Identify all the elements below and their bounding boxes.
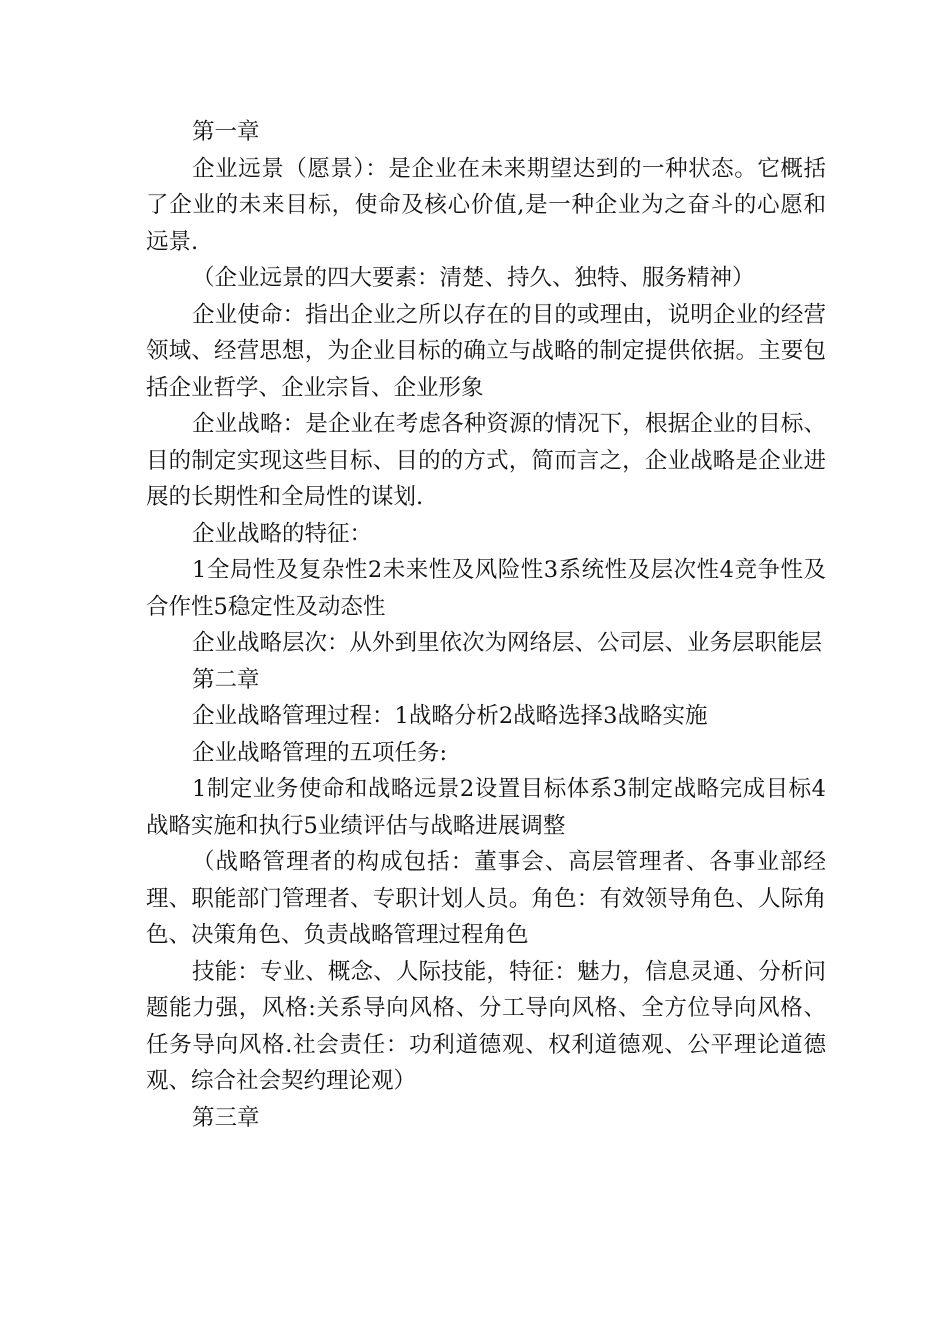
paragraph-tasks: 1制定业务使命和战略远景2设置目标体系3制定战略完成目标4战略实施和执行5业绩评估与战略进展调整 [146,776,826,839]
paragraph-levels: 企业战略层次：从外到里依次为网络层、公司层、业务层职能层 [192,630,823,656]
paragraph-mission: 企业使命：指出企业之所以存在的目的或理由，说明企业的经营领域、经营思想，为企业目标的确立与战略的制定提供依据。主要包括企业哲学、企业宗旨、企业形象 [146,301,826,401]
paragraph-process: 企业战略管理过程：1战略分析2战略选择3战略实施 [192,703,708,729]
paragraph-skills: 技能：专业、概念、人际技能，特征：魅力，信息灵通、分析问题能力强，风格:关系导向风格、分工导向风格、全方位导向风格、任务导向风格.社会责任：功利道德观、权利道德观、公平理论道德观、综合社会契约理论观） [146,958,826,1094]
paragraph-tasks-title: 企业战略管理的五项任务: [192,739,448,766]
paragraph-managers: （战略管理者的构成包括：董事会、高层管理者、各事业部经理、职能部门管理者、专职计划人员。角色：有效领导角色、人际角色、决策角色、负责战略管理过程角色 [146,849,826,948]
document-page [146,114,826,1136]
paragraph-vision-elements: （企业远景的四大要素：清楚、持久、独特、服务精神） [192,265,755,291]
chapter-2-heading: 第二章 [192,666,260,693]
chapter-3-heading: 第三章 [192,1104,260,1131]
paragraph-vision: 企业远景（愿景）：是企业在未来期望达到的一种状态。它概括了企业的未来目标，使命及核心价值,是一种企业为之奋斗的心愿和远景. [146,155,826,255]
chapter-1-heading: 第一章 [192,119,260,145]
paragraph-features-title: 企业战略的特征： [192,520,373,547]
paragraph-strategy: 企业战略：是企业在考虑各种资源的情况下，根据企业的目标、目的制定实现这些目标、目的的方式，简而言之，企业战略是企业进展的长期性和全局性的谋划. [146,411,826,510]
paragraph-features: 1全局性及复杂性2未来性及风险性3系统性及层次性4竞争性及合作性5稳定性及动态性 [146,557,826,620]
